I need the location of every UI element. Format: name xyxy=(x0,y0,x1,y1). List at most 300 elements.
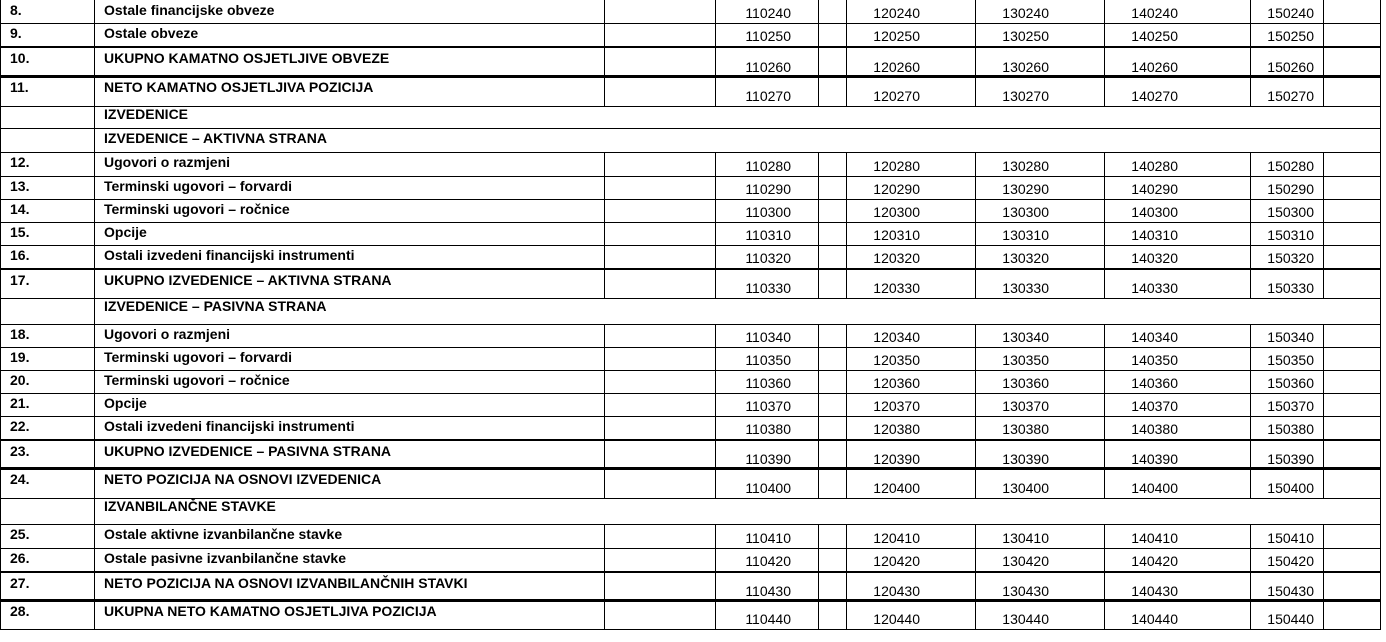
row-label: UKUPNO IZVEDENICE – PASIVNA STRANA xyxy=(104,443,392,459)
column-divider xyxy=(604,176,605,199)
position-code: 140390 xyxy=(1131,451,1178,467)
position-code: 130350 xyxy=(1002,352,1049,368)
column-divider xyxy=(0,370,1,393)
column-divider xyxy=(94,393,95,416)
column-divider xyxy=(0,128,1,152)
position-code: 140430 xyxy=(1131,583,1178,599)
column-divider xyxy=(1323,48,1324,77)
column-divider xyxy=(94,222,95,245)
column-divider xyxy=(818,199,819,222)
row-label: Ostale aktivne izvanbilančne stavke xyxy=(104,526,343,542)
position-code: 110340 xyxy=(745,329,791,345)
position-code: 130380 xyxy=(1002,421,1049,437)
column-divider xyxy=(818,441,819,469)
column-divider xyxy=(94,0,95,23)
row-label: Ostali izvedeni financijski instrumenti xyxy=(104,418,355,434)
column-divider xyxy=(94,324,95,347)
position-code: 110310 xyxy=(745,227,791,243)
column-divider xyxy=(0,324,1,347)
column-divider xyxy=(818,573,819,601)
row-label: UKUPNO IZVEDENICE – AKTIVNA STRANA xyxy=(104,272,392,288)
row-label: Terminski ugovori – forvardi xyxy=(104,349,293,365)
row-number: 25. xyxy=(10,526,30,542)
column-divider xyxy=(1323,370,1324,393)
table-row xyxy=(0,599,1381,630)
column-divider xyxy=(1380,573,1381,601)
position-code: 150270 xyxy=(1267,88,1314,104)
column-divider xyxy=(94,548,95,571)
position-code: 150340 xyxy=(1267,329,1314,345)
section-row xyxy=(0,128,1381,153)
row-number: 17. xyxy=(10,272,30,288)
column-divider xyxy=(1380,0,1381,23)
row-number: 13. xyxy=(10,178,30,194)
row-number: 8. xyxy=(10,2,22,18)
position-code: 120260 xyxy=(873,59,920,75)
position-code: 110300 xyxy=(745,204,791,220)
position-code: 150320 xyxy=(1267,250,1314,266)
position-code: 140330 xyxy=(1131,280,1178,296)
column-divider xyxy=(604,524,605,548)
position-code: 110260 xyxy=(745,59,791,75)
table-row xyxy=(0,370,1381,394)
column-divider xyxy=(818,176,819,199)
row-number: 11. xyxy=(10,79,29,95)
position-code: 140280 xyxy=(1131,158,1178,174)
column-divider xyxy=(818,245,819,268)
section-row xyxy=(0,496,1381,525)
row-label: Ugovori o razmjeni xyxy=(104,326,231,342)
row-number: 23. xyxy=(10,443,30,459)
row-label: Ostale pasivne izvanbilančne stavke xyxy=(104,550,347,566)
table-row xyxy=(0,0,1381,24)
column-divider xyxy=(1323,324,1324,347)
row-label: Ostale financijske obveze xyxy=(104,2,275,18)
position-code: 120410 xyxy=(873,530,920,546)
table-row xyxy=(0,524,1381,549)
row-label: Ostali izvedeni financijski instrumenti xyxy=(104,247,355,263)
position-code: 120240 xyxy=(873,5,920,21)
position-code: 150390 xyxy=(1267,451,1314,467)
row-number: 14. xyxy=(10,201,30,217)
column-divider xyxy=(1380,176,1381,199)
row-number: 12. xyxy=(10,154,30,170)
position-code: 120430 xyxy=(873,583,920,599)
position-code: 110410 xyxy=(745,530,791,546)
column-divider xyxy=(94,496,95,524)
table-row xyxy=(0,46,1381,78)
row-number: 9. xyxy=(10,25,22,41)
column-divider xyxy=(1380,416,1381,439)
row-label: Opcije xyxy=(104,395,147,411)
column-divider xyxy=(1380,601,1381,629)
position-code: 150280 xyxy=(1267,158,1314,174)
column-divider xyxy=(818,0,819,23)
row-label: UKUPNO KAMATNO OSJETLJIVE OBVEZE xyxy=(104,50,390,66)
column-divider xyxy=(1380,104,1381,128)
column-divider xyxy=(1323,176,1324,199)
position-code: 150330 xyxy=(1267,280,1314,296)
position-code: 110270 xyxy=(745,88,791,104)
column-divider xyxy=(604,601,605,629)
row-number: 24. xyxy=(10,471,30,487)
column-divider xyxy=(0,245,1,268)
column-divider xyxy=(0,23,1,46)
position-code: 130410 xyxy=(1002,530,1049,546)
position-code: 130430 xyxy=(1002,583,1049,599)
column-divider xyxy=(1323,469,1324,498)
position-code: 150380 xyxy=(1267,421,1314,437)
position-code: 130290 xyxy=(1002,181,1049,197)
position-code: 110240 xyxy=(745,5,791,21)
column-divider xyxy=(604,441,605,469)
position-code: 110350 xyxy=(745,352,791,368)
position-code: 140270 xyxy=(1131,88,1178,104)
column-divider xyxy=(1323,23,1324,46)
position-code: 140310 xyxy=(1131,227,1178,243)
position-code: 110320 xyxy=(745,250,791,266)
column-divider xyxy=(818,347,819,370)
column-divider xyxy=(1323,0,1324,23)
column-divider xyxy=(1380,296,1381,324)
position-code: 140260 xyxy=(1131,59,1178,75)
position-code: 120310 xyxy=(873,227,920,243)
column-divider xyxy=(0,104,1,128)
row-label: Opcije xyxy=(104,224,147,240)
position-code: 110250 xyxy=(745,28,791,44)
column-divider xyxy=(0,176,1,199)
column-divider xyxy=(604,199,605,222)
row-number: 21. xyxy=(10,395,30,411)
column-divider xyxy=(604,416,605,439)
table-row xyxy=(0,439,1381,470)
column-divider xyxy=(1380,152,1381,176)
column-divider xyxy=(1380,370,1381,393)
column-divider xyxy=(1380,222,1381,245)
column-divider xyxy=(818,48,819,77)
column-divider xyxy=(1380,199,1381,222)
position-code: 150400 xyxy=(1267,480,1314,496)
column-divider xyxy=(1323,524,1324,548)
column-divider xyxy=(0,441,1,469)
position-code: 140400 xyxy=(1131,480,1178,496)
table-row xyxy=(0,268,1381,299)
table-row xyxy=(0,467,1381,499)
position-code: 130370 xyxy=(1002,398,1049,414)
position-code: 110280 xyxy=(745,158,791,174)
row-number: 28. xyxy=(10,603,30,619)
row-number: 15. xyxy=(10,224,30,240)
position-code: 140240 xyxy=(1131,5,1178,21)
table-row xyxy=(0,347,1381,371)
column-divider xyxy=(94,48,95,77)
position-code: 130390 xyxy=(1002,451,1049,467)
position-code: 120300 xyxy=(873,204,920,220)
column-divider xyxy=(604,370,605,393)
position-code: 110400 xyxy=(745,480,791,496)
column-divider xyxy=(0,347,1,370)
position-code: 130240 xyxy=(1002,5,1049,21)
position-code: 150290 xyxy=(1267,181,1314,197)
position-code: 130300 xyxy=(1002,204,1049,220)
position-code: 140440 xyxy=(1131,611,1178,627)
row-label: IZVEDENICE – PASIVNA STRANA xyxy=(104,298,327,314)
position-code: 140360 xyxy=(1131,375,1178,391)
column-divider xyxy=(604,393,605,416)
row-label: NETO POZICIJA NA OSNOVI IZVEDENICA xyxy=(104,471,382,487)
position-code: 150300 xyxy=(1267,204,1314,220)
column-divider xyxy=(1380,324,1381,347)
column-divider xyxy=(1323,347,1324,370)
column-divider xyxy=(1323,152,1324,176)
position-code: 140300 xyxy=(1131,204,1178,220)
column-divider xyxy=(1380,393,1381,416)
column-divider xyxy=(0,222,1,245)
column-divider xyxy=(1380,469,1381,498)
row-number: 22. xyxy=(10,418,30,434)
column-divider xyxy=(1380,128,1381,152)
position-code: 110330 xyxy=(745,280,791,296)
row-label: Terminski ugovori – ročnice xyxy=(104,201,290,217)
row-label: IZVEDENICE – AKTIVNA STRANA xyxy=(104,130,327,146)
position-code: 120390 xyxy=(873,451,920,467)
column-divider xyxy=(0,296,1,324)
column-divider xyxy=(604,573,605,601)
column-divider xyxy=(0,469,1,498)
column-divider xyxy=(818,548,819,571)
column-divider xyxy=(94,152,95,176)
column-divider xyxy=(604,77,605,106)
position-code: 120340 xyxy=(873,329,920,345)
row-label: IZVEDENICE xyxy=(104,106,189,122)
row-number: 18. xyxy=(10,326,30,342)
position-code: 150440 xyxy=(1267,611,1314,627)
position-code: 120380 xyxy=(873,421,920,437)
position-code: 110380 xyxy=(745,421,791,437)
column-divider xyxy=(0,270,1,298)
column-divider xyxy=(1380,548,1381,571)
column-divider xyxy=(1323,199,1324,222)
column-divider xyxy=(94,77,95,106)
table-row xyxy=(0,222,1381,246)
column-divider xyxy=(604,270,605,298)
column-divider xyxy=(1323,77,1324,106)
position-code: 120360 xyxy=(873,375,920,391)
position-code: 110390 xyxy=(745,451,791,467)
row-number: 26. xyxy=(10,550,30,566)
column-divider xyxy=(0,524,1,548)
column-divider xyxy=(604,469,605,498)
position-code: 130270 xyxy=(1002,88,1049,104)
column-divider xyxy=(94,370,95,393)
position-code: 120330 xyxy=(873,280,920,296)
section-row xyxy=(0,296,1381,325)
section-row xyxy=(0,104,1381,129)
position-code: 110420 xyxy=(745,553,791,569)
position-code: 130340 xyxy=(1002,329,1049,345)
column-divider xyxy=(1380,245,1381,268)
column-divider xyxy=(0,77,1,106)
column-divider xyxy=(94,270,95,298)
position-code: 120250 xyxy=(873,28,920,44)
table-row xyxy=(0,152,1381,177)
column-divider xyxy=(94,296,95,324)
row-label: Ugovori o razmjeni xyxy=(104,154,231,170)
position-code: 140290 xyxy=(1131,181,1178,197)
position-code: 150430 xyxy=(1267,583,1314,599)
column-divider xyxy=(1380,347,1381,370)
column-divider xyxy=(1323,393,1324,416)
column-divider xyxy=(0,0,1,23)
row-label: UKUPNA NETO KAMATNO OSJETLJIVA POZICIJA xyxy=(104,603,437,619)
position-code: 140380 xyxy=(1131,421,1178,437)
position-code: 120320 xyxy=(873,250,920,266)
column-divider xyxy=(1380,48,1381,77)
column-divider xyxy=(0,548,1,571)
position-code: 140420 xyxy=(1131,553,1178,569)
column-divider xyxy=(818,601,819,629)
column-divider xyxy=(1380,441,1381,469)
position-code: 130360 xyxy=(1002,375,1049,391)
position-code: 130260 xyxy=(1002,59,1049,75)
table-row xyxy=(0,176,1381,200)
column-divider xyxy=(94,573,95,601)
position-code: 120370 xyxy=(873,398,920,414)
column-divider xyxy=(0,416,1,439)
column-divider xyxy=(94,347,95,370)
position-code: 140370 xyxy=(1131,398,1178,414)
table-row xyxy=(0,199,1381,223)
column-divider xyxy=(94,199,95,222)
column-divider xyxy=(0,573,1,601)
row-number: 27. xyxy=(10,575,30,591)
table-row xyxy=(0,571,1381,602)
position-code: 140350 xyxy=(1131,352,1178,368)
column-divider xyxy=(818,23,819,46)
position-code: 150240 xyxy=(1267,5,1314,21)
position-code: 120420 xyxy=(873,553,920,569)
column-divider xyxy=(1380,23,1381,46)
position-code: 110370 xyxy=(745,398,791,414)
position-code: 120440 xyxy=(873,611,920,627)
column-divider xyxy=(94,176,95,199)
column-divider xyxy=(818,77,819,106)
column-divider xyxy=(818,469,819,498)
position-code: 150360 xyxy=(1267,375,1314,391)
column-divider xyxy=(1323,548,1324,571)
column-divider xyxy=(94,245,95,268)
position-code: 120400 xyxy=(873,480,920,496)
column-divider xyxy=(818,324,819,347)
column-divider xyxy=(818,222,819,245)
column-divider xyxy=(604,324,605,347)
column-divider xyxy=(1323,245,1324,268)
position-code: 150410 xyxy=(1267,530,1314,546)
column-divider xyxy=(604,347,605,370)
table-row xyxy=(0,393,1381,417)
column-divider xyxy=(604,222,605,245)
column-divider xyxy=(0,152,1,176)
position-code: 140340 xyxy=(1131,329,1178,345)
position-code: 140410 xyxy=(1131,530,1178,546)
column-divider xyxy=(94,128,95,152)
position-code: 120280 xyxy=(873,158,920,174)
position-code: 150370 xyxy=(1267,398,1314,414)
row-label: NETO KAMATNO OSJETLJIVA POZICIJA xyxy=(104,79,374,95)
row-number: 20. xyxy=(10,372,30,388)
column-divider xyxy=(94,23,95,46)
position-code: 130280 xyxy=(1002,158,1049,174)
row-label: IZVANBILANČNE STAVKE xyxy=(104,498,276,514)
column-divider xyxy=(818,393,819,416)
column-divider xyxy=(818,370,819,393)
position-code: 120290 xyxy=(873,181,920,197)
column-divider xyxy=(818,416,819,439)
position-code: 130420 xyxy=(1002,553,1049,569)
row-label: Terminski ugovori – forvardi xyxy=(104,178,293,194)
column-divider xyxy=(604,23,605,46)
column-divider xyxy=(94,441,95,469)
column-divider xyxy=(94,601,95,629)
column-divider xyxy=(94,524,95,548)
position-code: 140320 xyxy=(1131,250,1178,266)
column-divider xyxy=(1380,77,1381,106)
column-divider xyxy=(1323,270,1324,298)
position-code: 130330 xyxy=(1002,280,1049,296)
column-divider xyxy=(0,496,1,524)
position-code: 130320 xyxy=(1002,250,1049,266)
position-code: 120270 xyxy=(873,88,920,104)
row-number: 10. xyxy=(10,50,30,66)
position-code: 130250 xyxy=(1002,28,1049,44)
table-row xyxy=(0,548,1381,572)
position-code: 150350 xyxy=(1267,352,1314,368)
position-code: 140250 xyxy=(1131,28,1178,44)
column-divider xyxy=(94,416,95,439)
position-code: 130440 xyxy=(1002,611,1049,627)
column-divider xyxy=(0,199,1,222)
column-divider xyxy=(604,152,605,176)
column-divider xyxy=(0,393,1,416)
row-label: Terminski ugovori – ročnice xyxy=(104,372,290,388)
column-divider xyxy=(94,104,95,128)
position-code: 110360 xyxy=(745,375,791,391)
position-code: 130400 xyxy=(1002,480,1049,496)
column-divider xyxy=(1323,441,1324,469)
column-divider xyxy=(1380,496,1381,524)
column-divider xyxy=(818,270,819,298)
column-divider xyxy=(0,48,1,77)
column-divider xyxy=(1380,524,1381,548)
position-code: 150310 xyxy=(1267,227,1314,243)
table-row xyxy=(0,75,1381,107)
column-divider xyxy=(94,469,95,498)
column-divider xyxy=(1323,601,1324,629)
position-code: 110430 xyxy=(745,583,791,599)
table-row xyxy=(0,416,1381,440)
row-label: NETO POZICIJA NA OSNOVI IZVANBILANČNIH STAVKI xyxy=(104,575,468,591)
column-divider xyxy=(604,0,605,23)
column-divider xyxy=(1323,416,1324,439)
column-divider xyxy=(1380,270,1381,298)
column-divider xyxy=(818,524,819,548)
table-row xyxy=(0,324,1381,348)
position-code: 150260 xyxy=(1267,59,1314,75)
position-code: 110440 xyxy=(745,611,791,627)
column-divider xyxy=(604,548,605,571)
column-divider xyxy=(604,245,605,268)
row-label: Ostale obveze xyxy=(104,25,199,41)
